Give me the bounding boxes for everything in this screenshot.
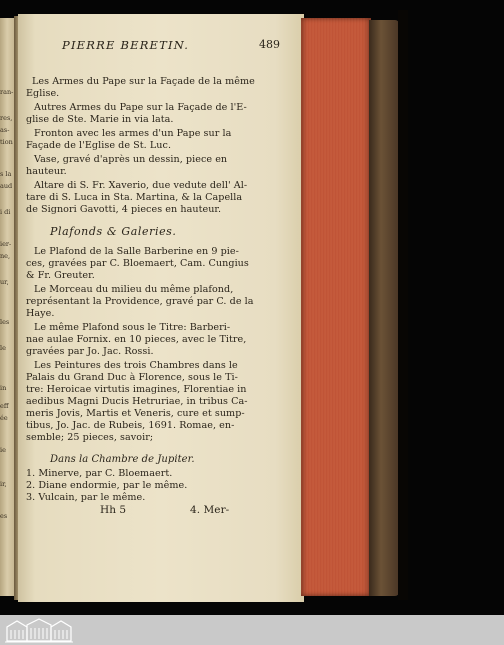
library-building-logo-icon xyxy=(5,617,73,643)
text-line: Le même Plafond sous le Titre: Barberi- xyxy=(34,322,231,333)
text-line: aedibus Magni Ducis Hetruriae, in tribus Ca- xyxy=(26,396,248,407)
text-line: glise de Ste. Marie in via lata. xyxy=(26,114,174,125)
left-fragment: es xyxy=(0,512,8,520)
text-line: & Fr. Greuter. xyxy=(26,270,95,281)
left-fragment: aud xyxy=(0,182,13,190)
text-line: gravées par Jo. Jac. Rossi. xyxy=(26,346,154,357)
left-fragment: ie xyxy=(0,446,6,454)
left-fragment: as- xyxy=(0,126,10,134)
text-line: meris Jovis, Martis et Veneris, cure et sump- xyxy=(26,408,245,419)
page-number: 489 xyxy=(259,38,280,51)
text-line: Les Peintures des trois Chambres dans le xyxy=(34,360,238,371)
text-line: tare di S. Luca in Sta. Martina, & la Capella xyxy=(26,192,243,203)
left-fragment: ne, xyxy=(0,252,11,260)
section-heading: Plafonds & Galeries. xyxy=(50,225,177,238)
text-line: semble; 25 pieces, savoir; xyxy=(26,432,154,443)
left-fragment: ée xyxy=(0,414,8,422)
text-line: Façade de l'Eglise de St. Luc. xyxy=(26,140,172,151)
left-fragment: s la xyxy=(0,170,12,178)
left-fragment: ir, xyxy=(0,480,7,488)
list-item: 2. Diane endormie, par le même. xyxy=(26,480,188,491)
text-line: Vase, gravé d'après un dessin, piece en xyxy=(34,154,228,165)
text-line: ces, gravées par C. Bloemaert, Cam. Cungius xyxy=(26,258,249,269)
left-fragment: les xyxy=(0,318,10,326)
text-line: Autres Armes du Pape sur la Façade de l'E- xyxy=(34,102,247,113)
subheading: Dans la Chambre de Jupiter. xyxy=(50,454,195,465)
left-fragment: ran- xyxy=(0,88,14,96)
viewer-footer-bar xyxy=(0,615,504,645)
left-fragment: res, xyxy=(0,114,13,122)
left-fragment: ier- xyxy=(0,240,12,248)
list-item: 1. Minerve, par C. Bloemaert. xyxy=(26,468,173,479)
text-line: tibus, Jo. Jac. de Rubeis, 1691. Romae, en- xyxy=(26,420,235,431)
running-head-title: PIERRE BERETIN. xyxy=(62,38,190,52)
text-line: Palais du Grand Duc à Florence, sous le Ti- xyxy=(26,372,238,383)
left-fragment: in xyxy=(0,384,7,392)
left-fragment: tion xyxy=(0,138,13,146)
text-line: Le Morceau du milieu du même plafond, xyxy=(34,284,234,295)
left-fragment: le xyxy=(0,344,6,352)
text-line: Fronton avec les armes d'un Pape sur la xyxy=(34,128,232,139)
signature-mark: Hh 5 xyxy=(100,504,127,516)
text-line: Le Plafond de la Salle Barberine en 9 pie- xyxy=(34,246,239,257)
left-fragment: ur, xyxy=(0,278,9,286)
text-line: Haye. xyxy=(26,308,55,319)
left-fragment: i di xyxy=(0,208,11,216)
text-line: nae aulae Fornix. en 10 pieces, avec le Titre, xyxy=(26,334,247,345)
text-line: Les Armes du Pape sur la Façade de la même xyxy=(32,76,255,87)
left-fragment: eff xyxy=(0,402,9,410)
text-line: Eglise. xyxy=(26,88,60,99)
text-line: tre: Heroicae virtutis imagines, Florentiae in xyxy=(26,384,247,395)
catchword: 4. Mer- xyxy=(190,504,230,516)
list-item: 3. Vulcain, par le même. xyxy=(26,492,146,503)
text-line: hauteur. xyxy=(26,166,67,177)
text-line: représentant la Providence, gravé par C. de la xyxy=(26,296,254,307)
text-line: de Signori Gavotti, 4 pieces en hauteur. xyxy=(26,204,222,215)
text-line: Altare di S. Fr. Xaverio, due vedute dell' Al- xyxy=(34,180,248,191)
